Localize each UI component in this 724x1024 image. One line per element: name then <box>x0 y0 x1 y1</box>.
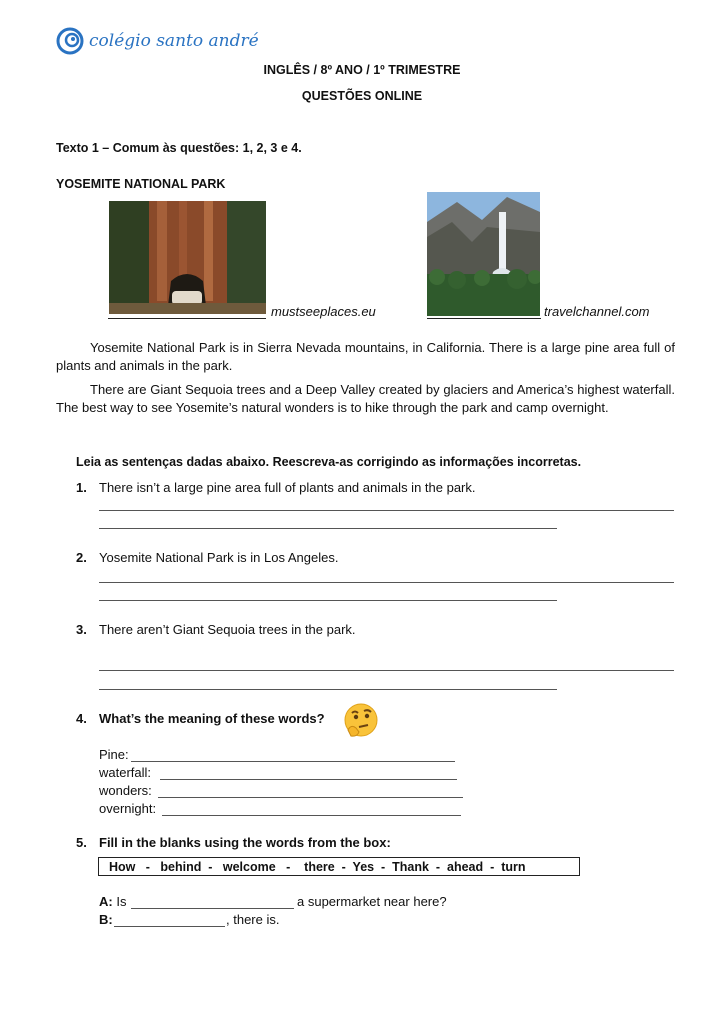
answer-line[interactable] <box>99 689 557 690</box>
dialogue-b-post: , there is. <box>226 912 280 927</box>
dialogue-a-pre: Is <box>116 894 127 909</box>
question-4-text: What’s the meaning of these words? <box>99 711 325 726</box>
question-5-text: Fill in the blanks using the words from the box: <box>99 835 391 850</box>
answer-line[interactable] <box>99 510 674 511</box>
answer-line[interactable] <box>99 670 674 671</box>
sequoia-tree-photo <box>109 201 266 314</box>
dialogue-line-b <box>99 912 113 927</box>
image2-underline <box>427 318 541 319</box>
vocab-overnight <box>99 801 156 816</box>
paragraph-1: Yosemite National Park is in Sierra Nevada mountains, in California. There is a large pine area full of plants and animals in the park. <box>56 340 675 373</box>
vocab-wonders <box>99 783 152 798</box>
image2-credit: travelchannel.com <box>544 304 650 319</box>
blank-a[interactable] <box>131 908 294 909</box>
dialogue-a-post: a supermarket near here? <box>297 894 447 909</box>
waterfall-photo <box>427 192 540 316</box>
vocab-answer-line[interactable] <box>160 779 457 780</box>
answer-line[interactable] <box>99 582 674 583</box>
vocab-answer-line[interactable] <box>158 797 463 798</box>
school-logo <box>55 26 259 56</box>
vocab-waterfall <box>99 765 151 780</box>
answer-line[interactable] <box>99 600 557 601</box>
dialogue-line-a <box>99 894 126 909</box>
vocab-answer-line[interactable] <box>162 815 461 816</box>
vocab-label: Pine: <box>99 747 129 762</box>
thinking-face-icon <box>342 702 380 740</box>
paragraph-2: There are Giant Sequoia trees and a Deep Valley created by glaciers and America’s highest waterfall. The best way to see Yosemite’s natural wonders is to hike through the park and camp overnight. <box>56 382 675 415</box>
logo-text: colégio santo andré <box>89 31 259 51</box>
image1-credit: mustseeplaces.eu <box>271 304 376 319</box>
question-5-number: 5. <box>76 835 87 850</box>
blank-b[interactable] <box>114 926 225 927</box>
answer-line[interactable] <box>99 528 557 529</box>
text-title: YOSEMITE NATIONAL PARK <box>56 177 226 191</box>
image1-underline <box>108 318 266 319</box>
instruction: Leia as sentenças dadas abaixo. Reescreva-as corrigindo as informações incorretas. <box>76 455 582 469</box>
logo-swirl-icon <box>55 26 85 56</box>
question-3-number: 3. <box>76 622 87 637</box>
word-box <box>98 857 580 876</box>
word-box-text: How - behind - welcome - there - Yes - Thank - ahead - turn <box>109 859 526 874</box>
vocab-label: overnight: <box>99 801 157 816</box>
question-4-number: 4. <box>76 711 87 726</box>
question-3-text: There aren’t Giant Sequoia trees in the park. <box>99 622 356 637</box>
vocab-pine <box>99 747 129 762</box>
question-2-number: 2. <box>76 550 87 565</box>
speaker-b-label: B: <box>99 912 113 927</box>
subtitle-heading: QUESTÕES ONLINE <box>301 89 423 103</box>
speaker-a-label: A: <box>99 894 113 909</box>
vocab-answer-line[interactable] <box>131 761 455 762</box>
question-1-text: There isn’t a large pine area full of plants and animals in the park. <box>99 480 476 495</box>
question-1-number: 1. <box>76 480 87 495</box>
question-2-text: Yosemite National Park is in Los Angeles. <box>99 550 339 565</box>
subject-heading: INGLÊS / 8º ANO / 1º TRIMESTRE <box>263 63 461 77</box>
vocab-label: waterfall: <box>99 765 152 780</box>
vocab-label: wonders: <box>99 783 152 798</box>
text-intro: Texto 1 – Comum às questões: 1, 2, 3 e 4. <box>56 141 302 155</box>
